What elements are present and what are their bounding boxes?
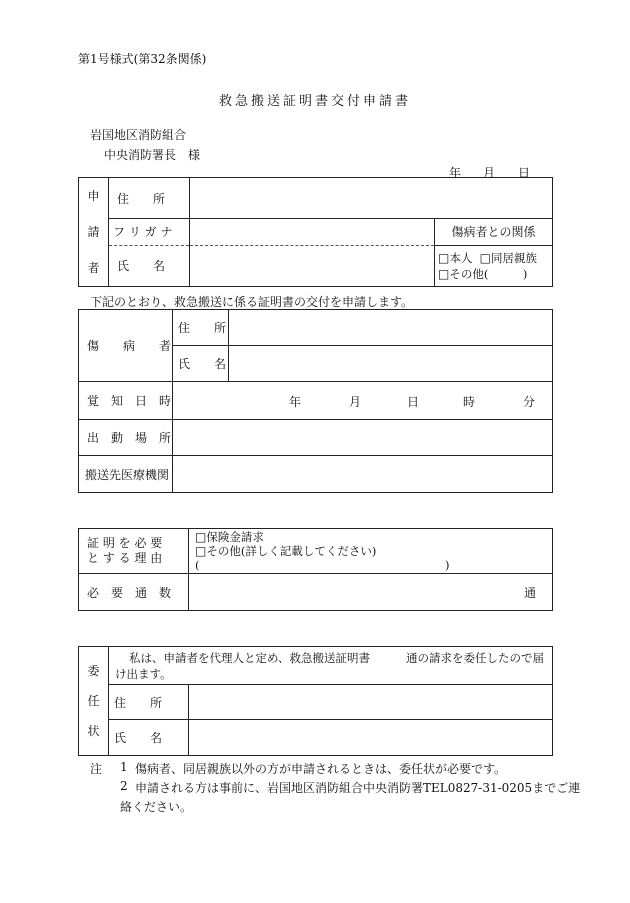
form-title: 救急搬送証明書交付申請書 [218, 94, 411, 109]
delegation-address-label: 住 所 [109, 685, 189, 720]
relation-self-label: 本人 [449, 250, 473, 265]
delegation-name-field[interactable] [189, 720, 553, 756]
date-day-label: 日 [518, 166, 531, 180]
other-reason-checkbox[interactable]: □ [195, 544, 207, 558]
note-2-number: 2 [120, 779, 128, 793]
copies-unit: 通 [523, 585, 536, 600]
applicant-furigana-field[interactable] [190, 219, 435, 245]
hospital-label: 搬送先医療機関 [79, 456, 173, 493]
note-1-number: 1 [120, 760, 128, 774]
recognition-time-field[interactable] [173, 382, 553, 420]
date-year-label: 年 [449, 166, 462, 180]
dispatch-location-label: 出 動 場 所 [79, 420, 173, 456]
other-reason-paren-close: ) [445, 558, 450, 572]
recognition-time-label: 覚 知 日 時 [79, 382, 173, 420]
hospital-field[interactable] [173, 456, 553, 493]
applicant-furigana-label: フ リ ガ ナ [109, 219, 190, 245]
reason-table [78, 528, 553, 611]
other-reason-paren-open: ( [195, 558, 200, 572]
relation-other-label: その他( ) [449, 266, 528, 281]
copies-field[interactable] [189, 574, 553, 611]
applicant-address-field[interactable] [190, 178, 553, 219]
copies-label: 必 要 通 数 [79, 574, 189, 611]
applicant-address-label: 住 所 [109, 178, 190, 219]
relation-family-checkbox[interactable]: □ [479, 250, 491, 265]
addressee-org: 岩国地区消防組合 [90, 128, 187, 142]
relation-other-checkbox[interactable]: □ [438, 266, 450, 281]
time-month-label: 月 [349, 395, 362, 409]
patient-table [78, 309, 553, 493]
applicant-group-label: 申 請 者 [79, 178, 109, 287]
form-number: 第1号様式(第32条関係) [78, 52, 207, 66]
applicant-name-field[interactable] [190, 245, 435, 286]
dispatch-location-field[interactable] [173, 420, 553, 456]
date-month-label: 月 [483, 166, 496, 180]
delegation-group-label: 委 任 状 [79, 647, 109, 756]
applicant-table [78, 177, 553, 287]
note-2-text: 申請される方は事前に、岩国地区消防組合中央消防署TEL0827-31-0205までご連 [135, 781, 581, 795]
insurance-claim-checkbox[interactable]: □ [195, 530, 207, 544]
relation-header: 傷病者との関係 [435, 219, 553, 245]
notes-prefix: 注 [90, 762, 103, 776]
reason-options [189, 529, 553, 574]
patient-group-label: 傷 病 者 [79, 310, 173, 382]
relation-self-checkbox[interactable]: □ [438, 250, 450, 265]
delegation-address-field[interactable] [189, 685, 553, 720]
delegation-table [78, 646, 553, 756]
intro-text: 下記のとおり、救急搬送に係る証明書の交付を申請します。 [90, 295, 414, 309]
patient-name-field[interactable] [229, 346, 553, 382]
time-minute-label: 分 [523, 395, 536, 409]
delegation-statement: 私は、申請者を代理人と定め、救急搬送証明書 通の請求を委任したので届 け出ます。 [109, 647, 553, 685]
reason-label: 証 明 を 必 要 と す る 理 由 [79, 529, 189, 574]
time-day-label: 日 [407, 395, 420, 409]
patient-address-field[interactable] [229, 310, 553, 346]
addressee-chief: 中央消防署長 様 [104, 148, 201, 162]
relation-family-label: 同居親族 [491, 250, 537, 265]
delegation-name-label: 氏 名 [109, 720, 189, 756]
note-1-text: 傷病者、同居親族以外の方が申請されるときは、委任状が必要です。 [135, 762, 507, 776]
insurance-claim-label: 保険金請求 [206, 530, 264, 544]
note-2-continuation: 絡ください。 [120, 800, 193, 814]
applicant-name-label: 氏 名 [109, 245, 190, 286]
relation-options [435, 245, 553, 286]
patient-address-label: 住 所 [173, 310, 229, 346]
time-year-label: 年 [289, 395, 302, 409]
time-hour-label: 時 [463, 395, 476, 409]
other-reason-label: その他(詳しく記載してください) [206, 544, 377, 558]
patient-name-label: 氏 名 [173, 346, 229, 382]
